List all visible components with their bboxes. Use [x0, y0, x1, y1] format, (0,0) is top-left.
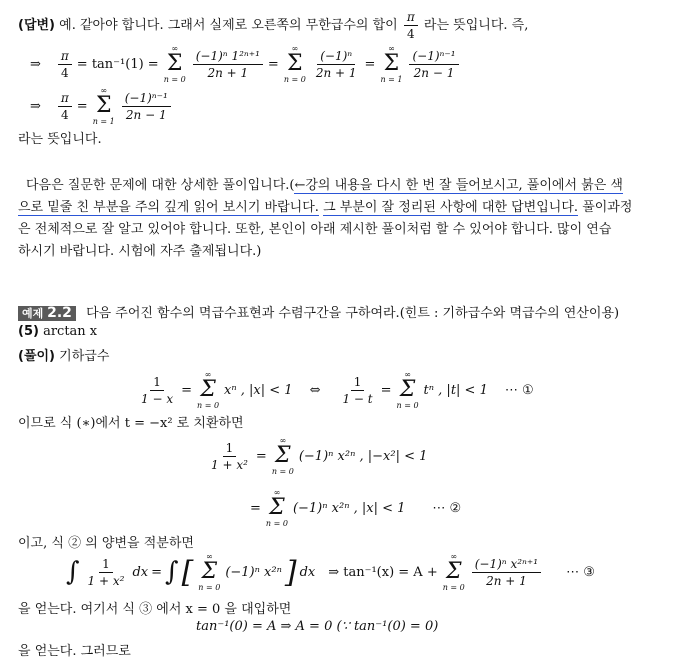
solution-label-line: (풀이) 기하급수 [18, 349, 110, 364]
example-badge: 예제 2.2 [18, 306, 76, 321]
example-header [18, 302, 619, 321]
substitute-zero-text: 을 얻는다. 여기서 식 ③ 에서 x = 0 을 대입하면 [18, 602, 292, 617]
pi-over-4: $\frac{\pi}{4}$ [404, 10, 418, 41]
implies-arrow: ⇒ [30, 56, 41, 72]
example-prompt: 다음 주어진 함수의 멱급수표현과 수렴구간을 구하여라.(힌트 : 기하급수와 멱급수의 연산이용) [86, 306, 620, 321]
substitution-eq: $\frac{1}{\text{1 + x²}}$ = ∞ Σ n = 0 (−1)ⁿ x²ⁿ , |−x²| < 1 [211, 436, 428, 476]
detail-line-1: 다음은 질문한 문제에 대한 상세한 풀이입니다.(←강의 내용을 다시 한 번 잘 들어보시고, 풀이에서 붉은 색 [26, 178, 623, 193]
detail-line-4: 하시기 바랍니다. 시험에 자주 출제됩니다.) [18, 244, 262, 259]
detail-line-2: 으로 밑줄 친 부분을 주의 깊게 읽어 보시기 바랍니다. 그 부분이 잘 정리된 사항에 대한 답변입니다. 풀이과정 [18, 200, 633, 215]
example-item: (5) arctan x [18, 324, 98, 339]
eq1-lhs: = tan⁻¹(1) = [76, 56, 159, 72]
final-text: 을 얻는다. 그러므로 [18, 644, 131, 659]
eq1-term2: $\frac{\text{(−1)ⁿ}}{2n + 1}$ [315, 48, 357, 80]
substitution-text: 이므로 식 (∗)에서 t = −x² 로 치환하면 [18, 416, 244, 431]
underlined-note-3: 그 부분이 잘 정리된 사항에 대한 답변입니다. [323, 200, 579, 215]
geometric-series: $\frac{1}{1 - x}$ = ∞ Σ n = 0 xⁿ , |x| < 1 ⇔ $\frac{1}{1 - t}$ = ∞ Σ n = 0 tⁿ , |t| < 1 ⋯ ① [141, 370, 534, 410]
substitution-eq-2: = ∞ Σ n = 0 (−1)ⁿ x²ⁿ , |x| < 1 ⋯ ② [250, 488, 462, 528]
underlined-note-1: ←강의 내용을 다시 한 번 잘 들어보시고, 풀이에서 붉은 색 [294, 178, 623, 193]
equation-1: ⇒ $\frac{\pi}{4}$ = tan⁻¹(1) = ∞ Σ n = 0 $\frac{\text{(−1)ⁿ 1²ⁿ⁺¹}}{2n + 1}$ = ∞ Σ n = 0 $\frac{\text{(−1)ⁿ}}{2n + 1}$ = ∞ Σ n = 1 $\frac{\text{(−1)ⁿ⁻¹}}{2n - 1}$ [30, 44, 461, 84]
underlined-note-2: 으로 밑줄 친 부분을 주의 깊게 읽어 보시기 바랍니다. [18, 200, 319, 215]
answer-conclusion: 라는 뜻입니다. [18, 132, 102, 147]
detail-line-3: 은 전체적으로 잘 알고 있어야 합니다. 또한, 본인이 아래 제시한 풀이처럼 할 수 있어야 합니다. 많이 연습 [18, 222, 612, 237]
equation-2: ⇒ $\frac{\pi}{4}$ = ∞ Σ n = 1 $\frac{\text{(−1)ⁿ⁻¹}}{2n - 1}$ [30, 86, 173, 126]
answer-text-end: 라는 뜻입니다. 즉, [423, 18, 529, 33]
evaluation-eq: tan⁻¹(0) = A ⇒ A = 0 (∵ tan⁻¹(0) = 0) [196, 619, 439, 634]
eq1-term3: $\frac{\text{(−1)ⁿ⁻¹}}{2n - 1}$ [409, 49, 458, 80]
eq1-term1: $\frac{\text{(−1)ⁿ 1²ⁿ⁺¹}}{2n + 1}$ [193, 49, 263, 80]
sum-symbol: ∞ Σ n = 0 [163, 44, 186, 84]
integral-eq: ∫ $\frac{1}{\text{1 + x²}}$ dx = ∫ [ ∞ Σ n = 0 (−1)ⁿ x²ⁿ ] dx ⇒ tan⁻¹(x) = A + ∞ Σ n = 0 $\frac{\text{(−1)ⁿ x²ⁿ⁺¹}}{2n + 1}$ ⋯ ③ [66, 552, 595, 592]
answer-text: 예. 같아야 합니다. 그래서 실제로 오른쪽의 무한급수의 합이 [59, 18, 398, 33]
answer-line [18, 10, 528, 41]
answer-label: (답변) [18, 18, 55, 33]
integrate-text: 이고, 식 ② 의 양변을 적분하면 [18, 536, 194, 551]
